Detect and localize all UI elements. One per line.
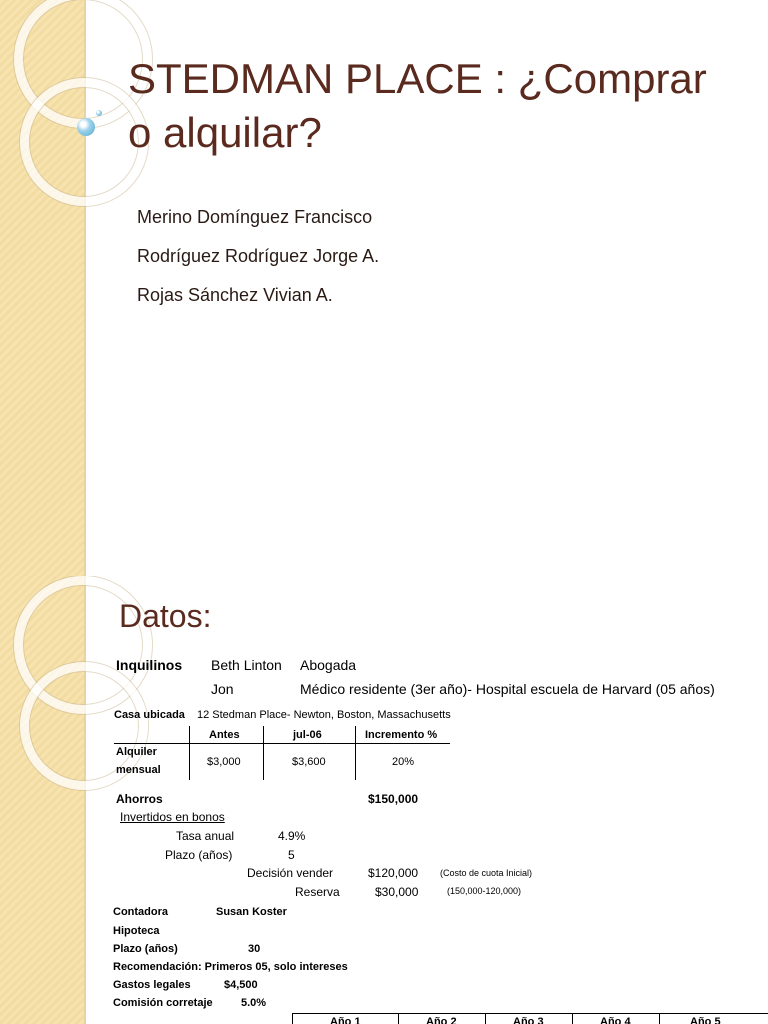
table-rule	[355, 726, 356, 780]
row-label: mensual	[116, 764, 161, 776]
table-header: jul-06	[293, 729, 322, 741]
tenant-name: Jon	[211, 681, 234, 697]
reserve-note: (150,000-120,000)	[447, 886, 522, 896]
decorative-bubble	[77, 118, 95, 136]
commission-value: 5.0%	[241, 997, 267, 1009]
decision-note: (Costo de cuota Inicial)	[440, 868, 533, 878]
commission-label: Comisión corretaje	[113, 997, 213, 1009]
year-header: Año 4	[600, 1016, 631, 1024]
bonds-label: Invertidos en bonos	[120, 810, 225, 824]
year-header: Año 3	[513, 1016, 544, 1024]
tenants-label: Inquilinos	[116, 657, 183, 673]
mortgage-term-label: Plazo (años)	[113, 943, 178, 955]
table-header: Incremento %	[365, 729, 438, 741]
decorative-bubble	[96, 110, 102, 116]
author-name: Rodríguez Rodríguez Jorge A.	[137, 246, 380, 266]
savings-value: $150,000	[368, 792, 419, 806]
table-rule	[659, 1013, 660, 1024]
legal-value: $4,500	[224, 979, 258, 991]
annual-rate-label: Tasa anual	[176, 829, 235, 843]
savings-label: Ahorros	[116, 792, 163, 806]
tenant-name: Beth Linton	[211, 657, 282, 673]
author-name: Rojas Sánchez Vivian A.	[137, 285, 333, 305]
table-rule	[263, 726, 264, 780]
table-rule	[485, 1013, 486, 1024]
reserve-label: Reserva	[295, 885, 340, 899]
mortgage-label: Hipoteca	[113, 925, 160, 937]
term-label: Plazo (años)	[165, 848, 233, 862]
table-rule	[398, 1013, 399, 1024]
decision-label: Decisión vender	[247, 866, 334, 880]
tenant-role: Abogada	[300, 657, 357, 673]
table-rule	[292, 1013, 768, 1014]
tenant-role: Médico residente (3er año)- Hospital escuela de Harvard (05 años)	[300, 681, 715, 697]
author-name: Merino Domínguez Francisco	[137, 207, 373, 227]
row-label: Alquiler	[116, 746, 157, 758]
year-header: Año 5	[690, 1016, 721, 1024]
mortgage-term-value: 30	[248, 943, 261, 955]
slide-data	[0, 576, 768, 1024]
house-address: 12 Stedman Place- Newton, Boston, Massachusetts	[197, 709, 451, 721]
table-rule	[572, 1013, 573, 1024]
year-header: Año 2	[426, 1016, 457, 1024]
recommendation: Recomendación: Primeros 05, solo intereses	[113, 961, 348, 973]
slide-title-text	[128, 52, 748, 160]
table-rule	[189, 726, 190, 780]
term-value: 5	[288, 848, 295, 862]
table-cell: $3,000	[207, 756, 241, 768]
decision-value: $120,000	[368, 866, 419, 880]
table-rule	[292, 1013, 293, 1024]
year-header: Año 1	[330, 1016, 361, 1024]
slide-heading: Datos:	[119, 598, 212, 634]
table-rule	[114, 743, 450, 744]
table-cell: $3,600	[292, 756, 326, 768]
table-cell: 20%	[392, 756, 415, 768]
accountant-name: Susan Koster	[216, 906, 287, 918]
legal-label: Gastos legales	[113, 979, 191, 991]
house-label: Casa ubicada	[114, 709, 185, 721]
annual-rate-value: 4.9%	[278, 829, 306, 843]
table-header: Antes	[209, 729, 240, 741]
accountant-label: Contadora	[113, 906, 168, 918]
title-line-2: o alquilar?	[128, 109, 322, 156]
author-list	[137, 202, 379, 319]
title-line-1: STEDMAN PLACE : ¿Comprar	[128, 55, 707, 102]
reserve-value: $30,000	[375, 885, 419, 899]
